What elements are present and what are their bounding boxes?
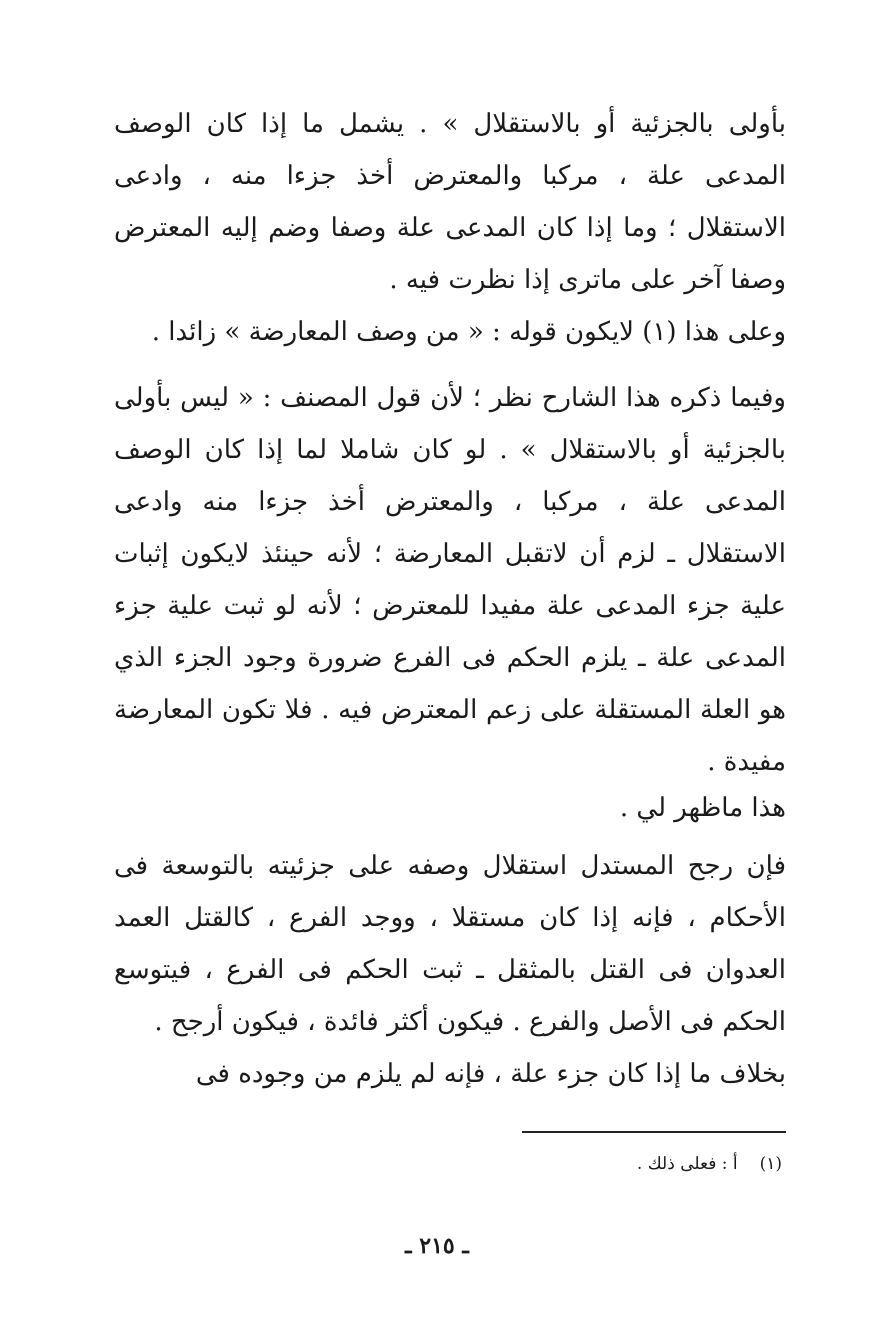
footnote-number: (١) [759,1154,782,1174]
paragraph-2: وعلى هذا (١) لايكون قوله : « من وصف المعارضة » زائدا . [151,317,786,347]
paragraph-3: وفيما ذكره هذا الشارح نظر ؛ لأن قول المصنف : « ليس بأولى بالجزئية أو بالاستقلال » . لو كان شاملا لما إذا كان الوصف المدعى علة ، مركبا ، والمعترض أخذ جزءا منه وادعى الاستقلال ـ لزم أن لاتقبل المعارضة ؛ لأنه حينئذ لايكون إثبات علية جزء المدعى علة مفيدا للمعترض ؛ لأنه لو ثبت علية جزء المدعى علة ـ يلزم الحكم فى الفرع ضرورة وجود الجزء الذي هو العلة المستقلة على زعم المعترض فيه . فلا تكون المعارضة مفيدة . [114,383,786,777]
page-number: ـ ٢١٥ ـ [405,1233,469,1259]
paragraph-6: بخلاف ما إذا كان جزء علة ، فإنه لم يلزم من وجوده فى [195,1059,786,1089]
paragraph-1: بأولى بالجزئية أو بالاستقلال » . يشمل ما إذا كان الوصف المدعى علة ، مركبا والمعترض أخذ جزءا منه ، وادعى الاستقلال ؛ وما إذا كان المدعى علة وصفا وضم إليه المعترض وصفا آخر على ماترى إذا نظرت فيه . [114,109,786,295]
paragraph-4: هذا ماظهر لي . [619,793,786,823]
paragraph-5: فإن رجح المستدل استقلال وصفه على جزئيته بالتوسعة فى الأحكام ، فإنه إذا كان مستقلا ، ووجد الفرع ، كالقتل العمد العدوان فى القتل بالمثقل ـ ثبت الحكم فى الفرع ، فيتوسع الحكم فى الأصل والفرع . فيكون أكثر فائدة ، فيكون أرجح . [114,851,786,1037]
footnote-text: أ : فعلى ذلك . [636,1154,738,1174]
footnote [637,1150,782,1178]
footnote-divider [522,1131,786,1133]
